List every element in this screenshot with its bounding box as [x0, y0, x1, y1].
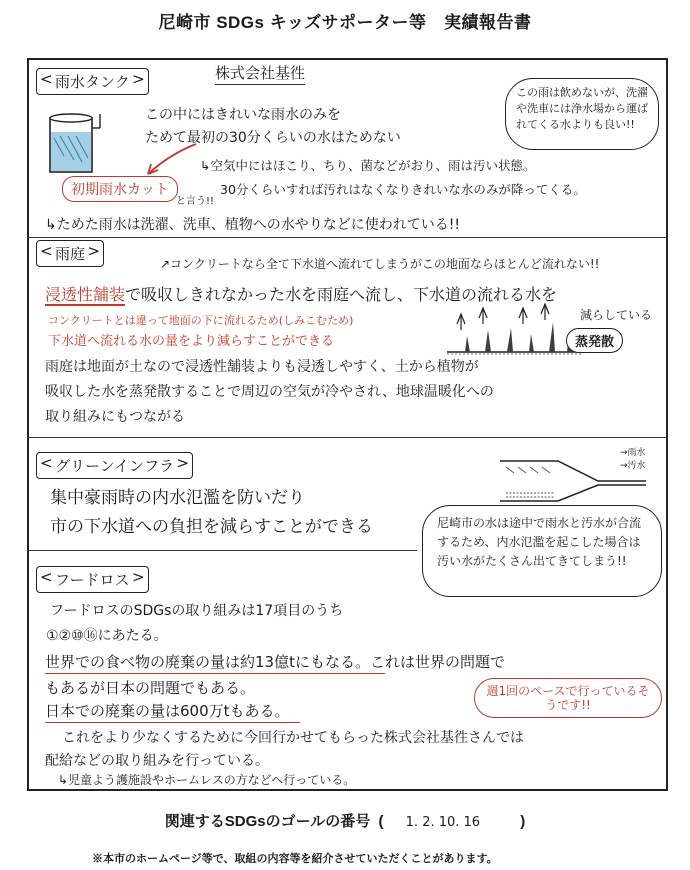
rain-garden-line-1: ↗コンクリートなら全て下水道へ流れてしまうがこの地面ならほとんど流れない!! — [160, 257, 600, 271]
legend-rain: →雨水 — [620, 448, 646, 458]
japan-waste-underline — [45, 722, 300, 723]
food-loss-line-7: 配給などの取り組みを行っている。 — [45, 753, 269, 769]
evaporation-badge: 蒸発散 — [566, 328, 623, 353]
initial-rain-cut-suffix: と言う!! — [176, 196, 215, 207]
rain-tank-line-3: ↳空気中にはほこり、ちり、菌などがおり、雨は汚い状態。 — [200, 158, 536, 173]
reduce-label: 減らしている — [580, 308, 653, 322]
rain-tank-line-2: ためて最初の30分くらいの水はためない — [145, 130, 401, 146]
green-infra-line-2: 市の下水道への負担を減らすことができる — [50, 517, 373, 537]
food-loss-line-4: もあるが日本の問題でもある。 — [45, 679, 256, 697]
food-loss-line-8: ↳児童よう護施設やホームレスの方などへ行っている。 — [58, 773, 356, 787]
divider — [27, 550, 417, 551]
rain-garden-red-line-1: コンクリートとは違って地面の下に流れるため(しみこむため) — [48, 314, 354, 327]
divider — [27, 437, 668, 438]
green-infra-note: 尼崎市の水は途中で雨水と汚水が合流するため、内水氾濫を起こした場合は汚い水がたくさん出てきてしまう!! — [422, 505, 662, 597]
food-loss-line-5: 日本での廃棄の量は600万tもある。 — [45, 702, 290, 720]
footnote: ※本市のホームページ等で、取組の内容等を紹介させていただくことがあります。 — [92, 853, 498, 865]
sdg-goals-close: ) — [520, 813, 526, 830]
section-label-green-infra: < グリーンインフラ > — [36, 452, 193, 479]
food-loss-line-3: 世界での食べ物の廃棄の量は約13億tにもなる。これは世界の問題で — [45, 653, 505, 671]
section-label-rain-tank: < 雨水タンク > — [36, 68, 149, 95]
food-waste-underline — [45, 673, 385, 674]
permeable-pavement-term: 浸透性舗装 — [45, 285, 126, 304]
rain-tank-line-1: この中にはきれいな雨水のみを — [145, 107, 341, 123]
green-infra-line-1: 集中豪雨時の内水氾濫を防いだり — [50, 488, 305, 508]
food-loss-goals-line: ①②⑩⑯にあたる。 — [46, 628, 168, 644]
food-loss-line-6: これをより少なくするために今回行かせてもらった株式会社基徃さんでは — [62, 730, 524, 746]
rain-tank-note: この雨は飲めないが、洗濯や洗車には浄水場から運ばれてくる水よりも良い!! — [505, 78, 659, 150]
rain-garden-line-3: 雨庭は地面が土なので浸透性舗装よりも浸透しやすく、土から植物が — [45, 359, 479, 375]
rain-garden-line-4: 吸収した水を蒸発散することで周辺の空気が冷やされ、地球温暖化への — [45, 384, 494, 400]
divider — [27, 237, 668, 238]
sdg-goals-label: 関連するSDGsのゴールの番号 — [164, 813, 371, 830]
rain-garden-line-5: 取り組みにもつながる — [45, 409, 185, 425]
section-label-food-loss: < フードロス > — [36, 566, 149, 593]
plant-evaporation-icon — [445, 300, 585, 358]
initial-rain-cut-label: 初期雨水カット — [62, 176, 178, 202]
food-loss-line-1: フードロスのSDGsの取り組みは17項目のうち — [50, 603, 344, 619]
rain-garden-red-line-2: 下水道へ流れる水の量をより減らすことができる — [48, 334, 335, 349]
legend-sewage: →汚水 — [620, 461, 646, 471]
company-name: 株式会社基徃 — [215, 62, 305, 85]
page-title: 尼崎市 SDGs キッズサポーター等 実績報告書 — [158, 13, 532, 32]
sdg-goals-row — [0, 810, 690, 831]
section-label-rain-garden: < 雨庭 > — [36, 240, 104, 267]
sdg-goals-numbers: 1. 2. 10. 16 — [405, 815, 481, 830]
rain-garden-line-2-rest: で吸収しきれなかった水を雨庭へ流し、下水道の流れる水を — [125, 285, 558, 304]
rain-tank-line-4: 30分くらいすれば汚れはなくなりきれいな水のみが降ってくる。 — [220, 182, 586, 197]
food-loss-bubble: 週1回のペースで行っているそうです!! — [474, 678, 662, 718]
rain-tank-bottom-line: ↳ためた雨水は洗濯、洗車、植物への水やりなどに使われている!! — [45, 217, 460, 233]
sdg-goals-open: ( — [378, 813, 384, 830]
